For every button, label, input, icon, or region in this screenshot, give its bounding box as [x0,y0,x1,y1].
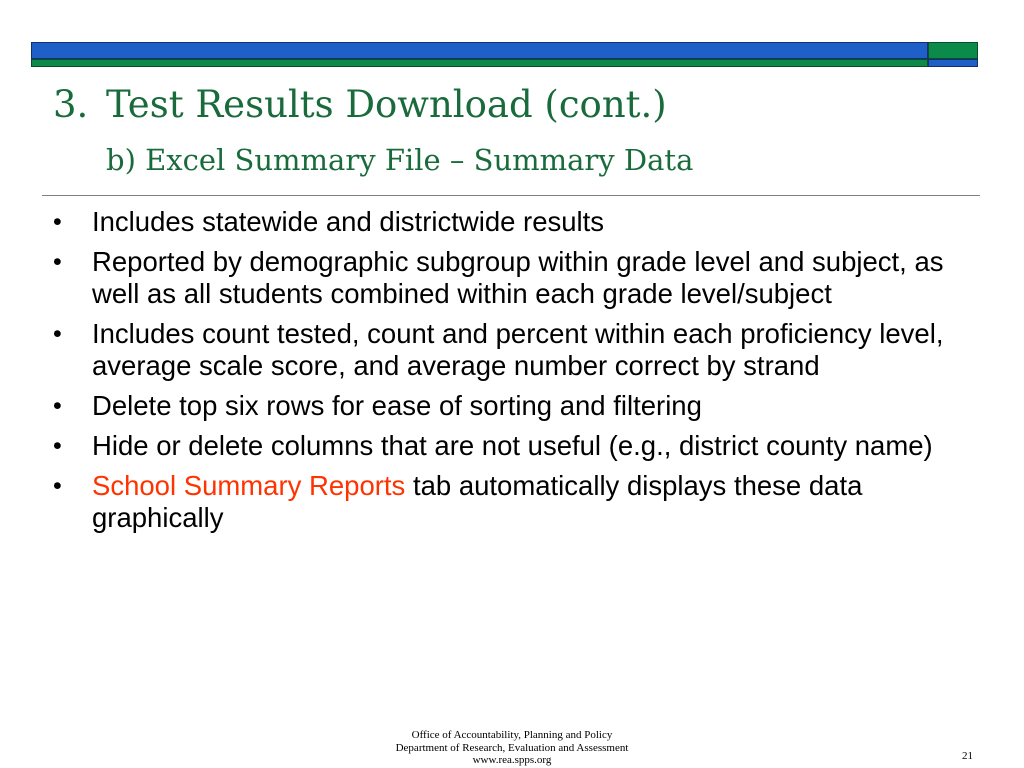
bullet-text: Hide or delete columns that are not useful (e.g., district county name) [92,430,933,461]
bullet-icon: • [53,472,62,500]
bullet-item [53,470,993,534]
school-summary-reports-link[interactable]: School Summary Reports [92,470,406,501]
title-divider [42,195,980,196]
bullet-text-compound [92,470,862,533]
bullet-icon: • [53,392,62,420]
footer-website: www.rea.spps.org [472,754,552,766]
bullet-text: Delete top six rows for ease of sorting and filtering [92,390,702,421]
bullet-icon: • [53,208,62,236]
header-band-green-block [928,42,978,59]
bullet-item [53,390,993,422]
title-number: 3. [53,83,89,126]
page-title: Test Results Download (cont.) [106,83,667,126]
bullet-text: Reported by demographic subgroup within grade level and subject, as well as all students combined within each grade level/subject [92,246,944,309]
bullet-list [53,206,993,542]
footer-office: Office of Accountability, Planning and Policy [411,729,613,741]
bullet-item [53,246,993,310]
page-number: 21 [962,750,973,762]
bullet-icon: • [53,248,62,276]
bullet-text: Includes statewide and districtwide results [92,206,605,237]
page-subtitle: b) Excel Summary File – Summary Data [106,143,694,177]
bullet-item [53,206,993,238]
bullet-text: Includes count tested, count and percent within each proficiency level, average scale score, and average number correct by strand [92,318,944,381]
bullet-text: tab automatically displays these data graphically [92,470,863,533]
header-band-blue [31,42,928,59]
footer [362,729,662,767]
bullet-item [53,430,993,462]
header-band-green-line [31,59,928,67]
footer-department: Department of Research, Evaluation and Assessment [395,741,629,754]
header-band-blue-block [928,59,978,67]
bullet-icon: • [53,320,62,348]
bullet-icon: • [53,432,62,460]
bullet-item [53,318,993,382]
